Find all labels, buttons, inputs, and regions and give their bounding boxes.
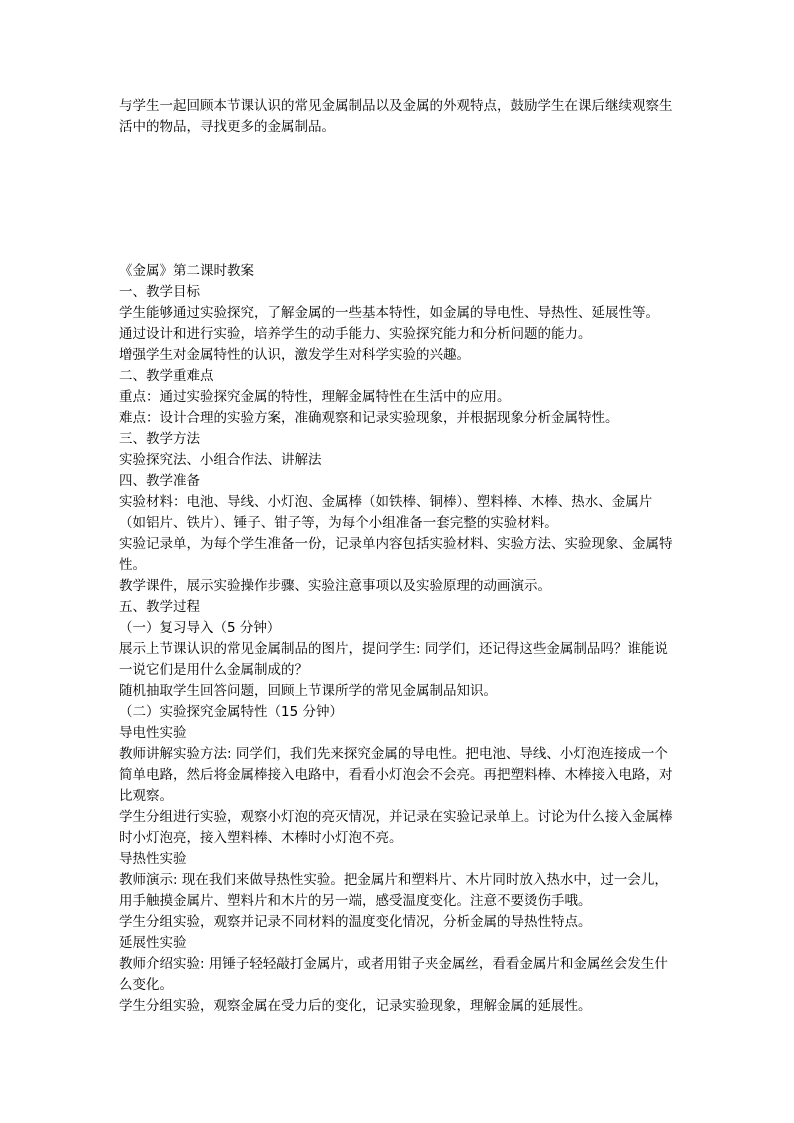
section-heading-methods: 三、教学方法 — [119, 431, 200, 447]
process-paragraph: 学生分组进行实验，观察小灯泡的亮灭情况，并记录在实验记录单上。讨论为什么接入金属棒时小灯泡亮，接入塑料棒、木棒时小灯泡不亮。 — [119, 809, 673, 846]
preparation-paragraph: 实验材料：电池、导线、小灯泡、金属棒（如铁棒、铜棒）、塑料棒、木棒、热水、金属片（如铝片、铁片）、锤子、钳子等，为每个小组准备一套完整的实验材料。 — [119, 494, 653, 531]
process-paragraph: 随机抽取学生回答问题，回顾上节课所学的常见金属制品知识。 — [119, 683, 497, 699]
preparation-paragraph: 实验记录单，为每个学生准备一份，记录单内容包括实验材料、实验方法、实验现象、金属特性。 — [119, 536, 673, 573]
section-heading-key-points: 二、教学重难点 — [119, 368, 214, 384]
experiment-heading-conductivity: 导电性实验 — [119, 725, 187, 741]
objective-paragraph: 通过设计和进行实验，培养学生的动手能力、实验探究能力和分析问题的能力。 — [119, 326, 592, 342]
process-paragraph: 学生分组实验，观察金属在受力后的变化，记录实验现象，理解金属的延展性。 — [119, 998, 592, 1014]
methods-paragraph: 实验探究法、小组合作法、讲解法 — [119, 452, 322, 468]
key-point-paragraph: 重点：通过实验探究金属的特性，理解金属特性在生活中的应用。 — [119, 389, 511, 405]
objective-paragraph: 学生能够通过实验探究，了解金属的一些基本特性，如金属的导电性、导热性、延展性等。 — [119, 305, 659, 321]
section-heading-preparation: 四、教学准备 — [119, 473, 200, 489]
experiment-heading-ductility: 延展性实验 — [119, 935, 187, 951]
intro-section — [119, 96, 679, 138]
intro-paragraph: 与学生一起回顾本节课认识的常见金属制品以及金属的外观特点，鼓励学生在课后继续观察生活中的物品，寻找更多的金属制品。 — [119, 98, 673, 135]
lesson-plan-section — [119, 261, 679, 1017]
process-paragraph: 学生分组实验，观察并记录不同材料的温度变化情况，分析金属的导热性特点。 — [119, 914, 592, 930]
process-paragraph: 教师介绍实验: 用锤子轻轻敲打金属片，或者用钳子夹金属丝，看看金属片和金属丝会发生什么变化。 — [119, 956, 668, 993]
subsection-heading-review: （一）复习导入（5 分钟） — [119, 620, 281, 636]
experiment-heading-thermal: 导热性实验 — [119, 851, 187, 867]
section-heading-objectives: 一、教学目标 — [119, 284, 200, 300]
difficulty-paragraph: 难点：设计合理的实验方案，准确观察和记录实验现象，并根据现象分析金属特性。 — [119, 410, 619, 426]
lesson-title: 《金属》第二课时教案 — [119, 263, 254, 279]
objective-paragraph: 增强学生对金属特性的认识，激发学生对科学实验的兴趣。 — [119, 347, 470, 363]
process-paragraph: 教师讲解实验方法: 同学们，我们先来探究金属的导电性。把电池、导线、小灯泡连接成一个简单电路，然后将金属棒接入电路中，看看小灯泡会不会亮。再把塑料棒、木棒接入电路，对比观察。 — [119, 746, 673, 804]
process-paragraph: 教师演示: 现在我们来做导热性实验。把金属片和塑料片、木片同时放入热水中，过一会儿，用手触摸金属片、塑料片和木片的另一端，感受温度变化。注意不要烫伤手哦。 — [119, 872, 668, 909]
preparation-paragraph: 教学课件，展示实验操作步骤、实验注意事项以及实验原理的动画演示。 — [119, 578, 551, 594]
section-heading-process: 五、教学过程 — [119, 599, 200, 615]
subsection-heading-experiment: （二）实验探究金属特性（15 分钟） — [119, 704, 343, 720]
process-paragraph: 展示上节课认识的常见金属制品的图片，提问学生: 同学们，还记得这些金属制品吗？谁能说一说它们是用什么金属制成的？ — [119, 641, 668, 678]
